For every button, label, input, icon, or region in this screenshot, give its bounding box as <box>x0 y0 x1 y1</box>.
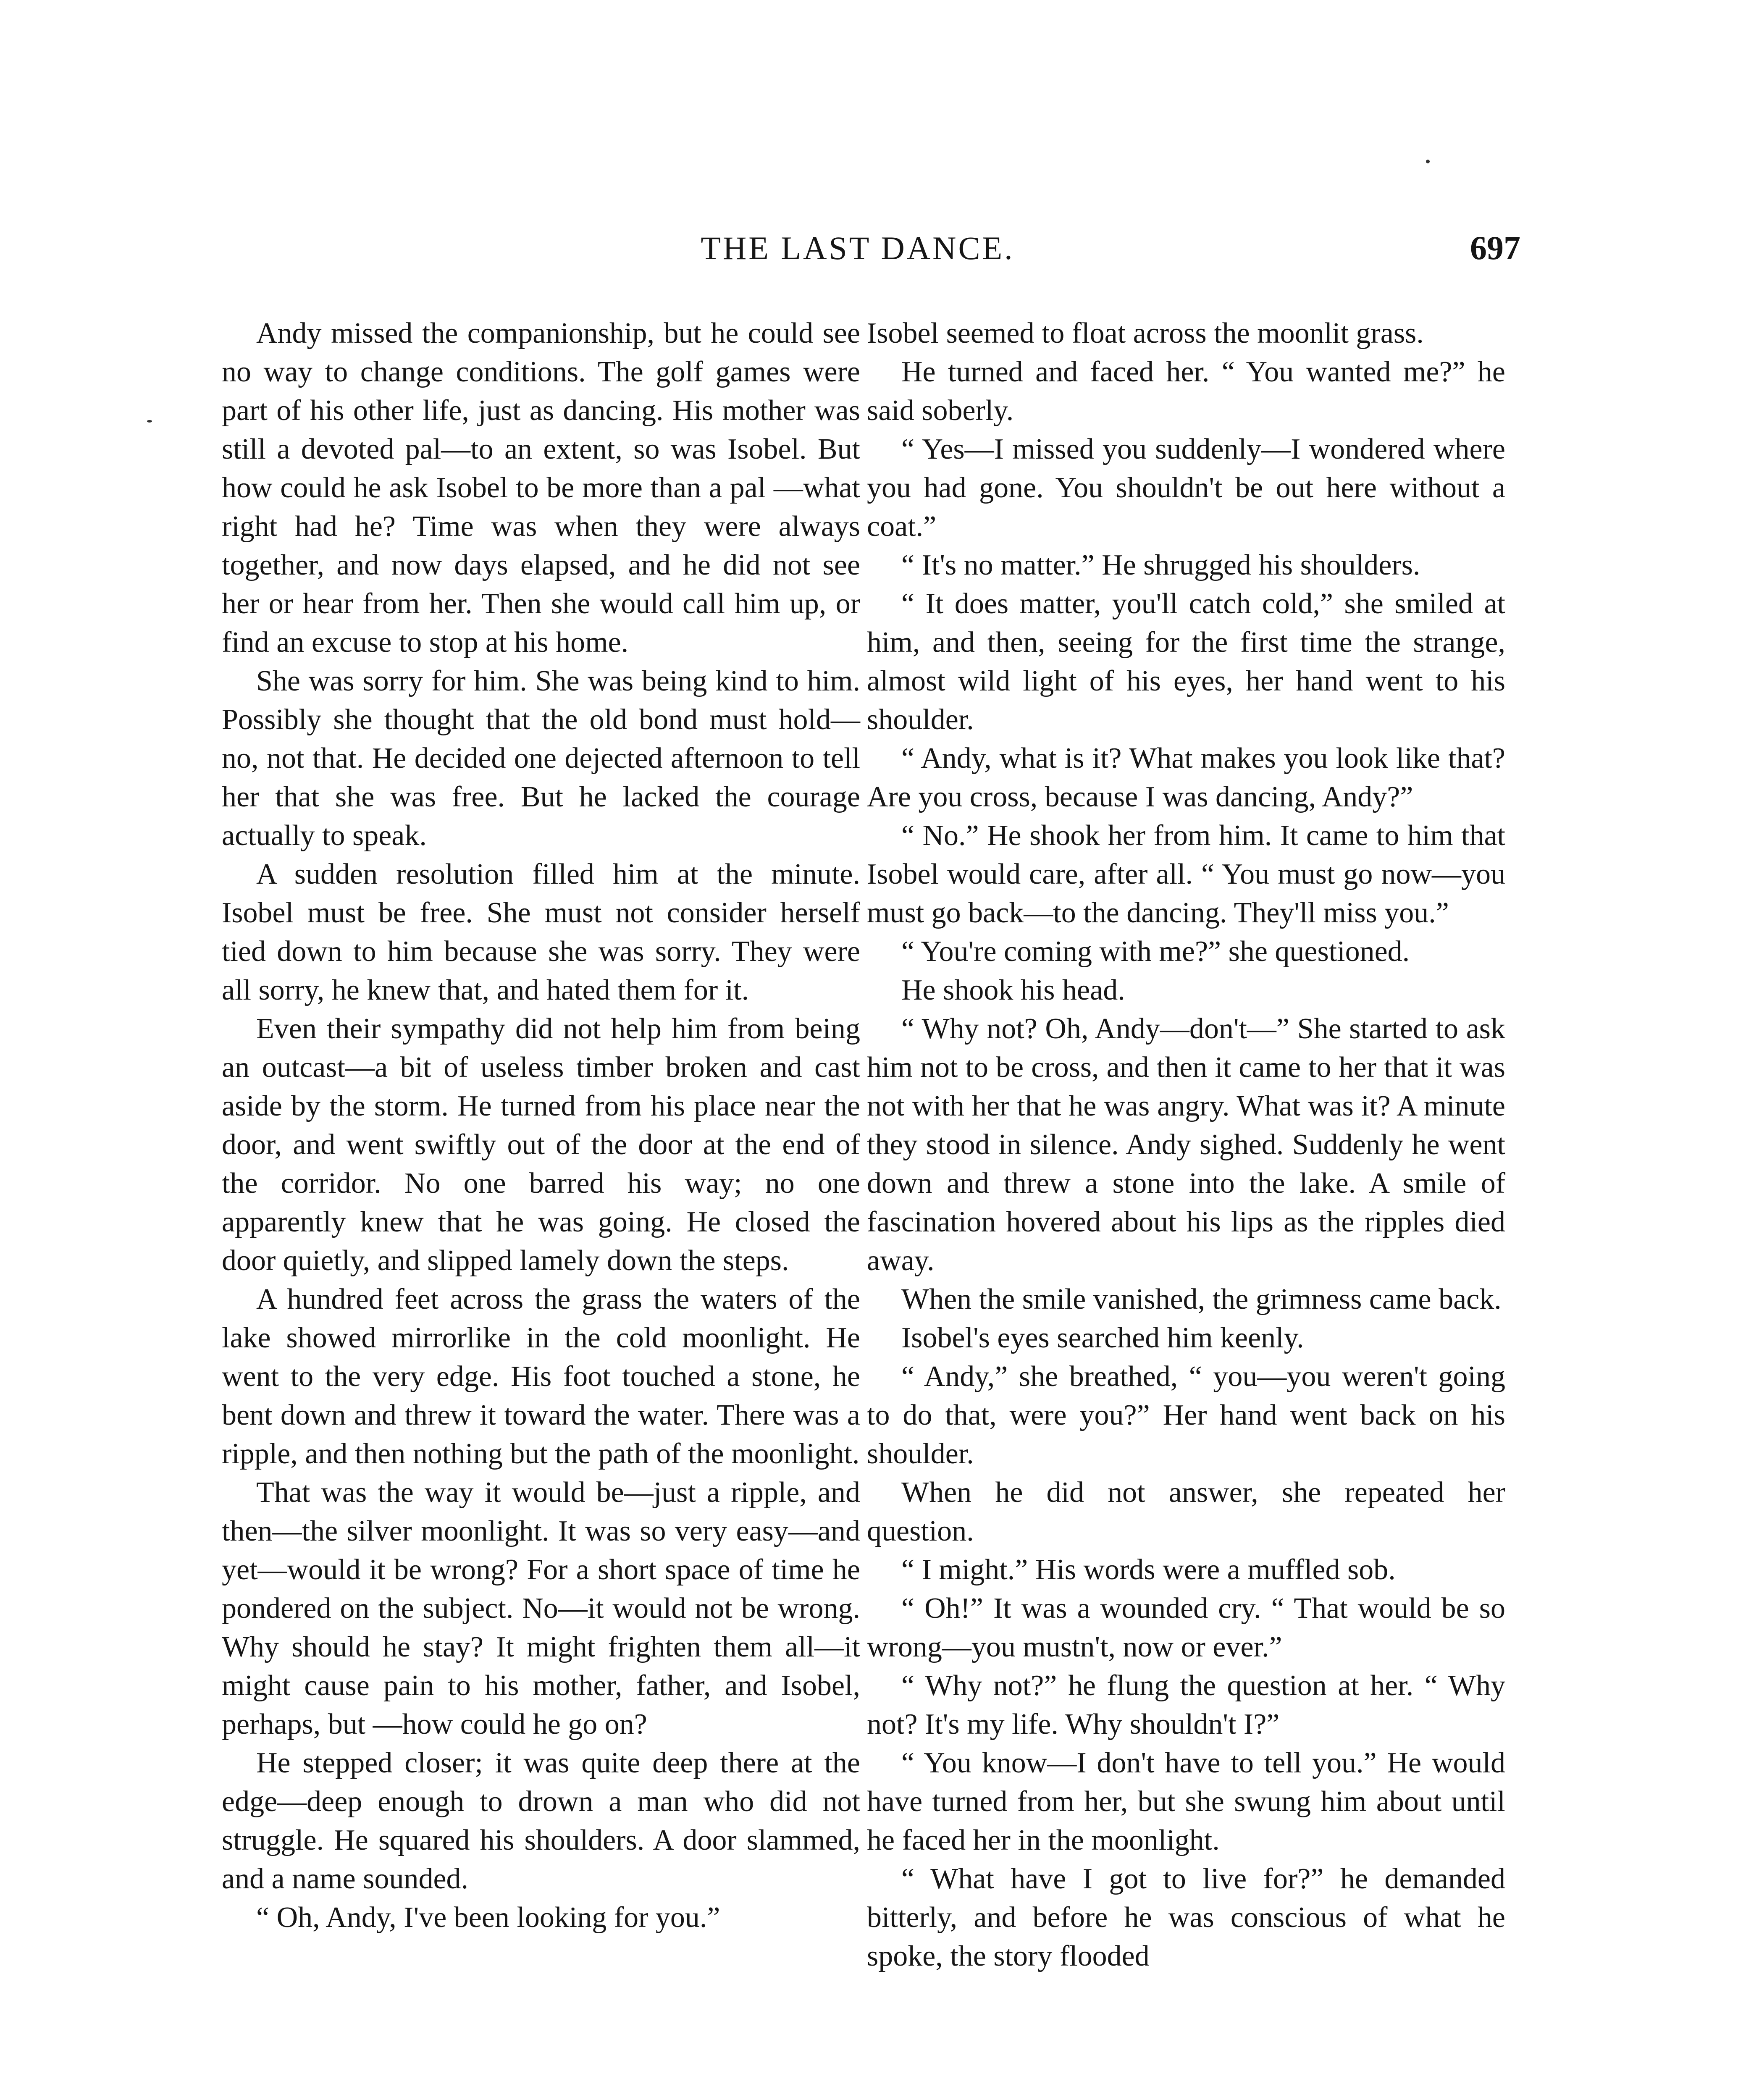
paragraph: “ It's no matter.” He shrugged his shoulders. <box>901 549 1420 581</box>
paragraph: “ Oh, Andy, I've been looking for you.” <box>256 1901 720 1934</box>
paragraph: That was the way it would be—just a ripple, and then—the silver moonlight. It was so very easy—and yet—would it be wrong? For a short space of time he pondered on the subject. No—it would not be wrong. Why should he stay? It might frighten them all—it might cause pain to his mother, father, and Isobel, perhaps, but —how could he go on? <box>222 1476 860 1740</box>
paragraph: Andy missed the companionship, but he could see no way to change conditions. The golf games were part of his other life, just as dancing. His mother was still a devoted pal—to an extent, so was Isobel. But how could he ask Isobel to be more than a pal —what right had he? Time was when they were always together, and now days elapsed, and he did not see her or hear from her. Then she would call him up, or find an excuse to stop at his home. <box>222 317 860 659</box>
right-column <box>867 314 1505 1976</box>
paragraph: A hundred feet across the grass the waters of the lake showed mirrorlike in the cold moonlight. He went to the very edge. His foot touched a stone, he bent down and threw it toward the water. There was a ripple, and then nothing but the path of the moonlight. <box>222 1283 860 1470</box>
running-title: THE LAST DANCE. <box>701 230 1015 266</box>
paragraph: A sudden resolution filled him at the minute. Isobel must be free. She must not consider herself tied down to him because she was sorry. They were all sorry, he knew that, and hated them for it. <box>222 858 860 1006</box>
paragraph: He turned and faced her. “ You wanted me?” he said soberly. <box>867 356 1505 427</box>
paragraph: Isobel seemed to float across the moonlit grass. <box>867 317 1424 349</box>
paragraph: Even their sympathy did not help him from being an outcast—a bit of useless timber broken and cast aside by the storm. He turned from his place near the door, and went swiftly out of the door at the end of the corridor. No one barred his way; no one apparently knew that he was going. He closed the door quietly, and slipped lamely down the steps. <box>222 1013 860 1277</box>
paragraph: “ Yes—I missed you suddenly—I wondered where you had gone. You shouldn't be out here without a coat.” <box>867 433 1505 543</box>
paragraph: He stepped closer; it was quite deep there at the edge—deep enough to drown a man who did not struggle. He squared his shoulders. A door slammed, and a name sounded. <box>222 1747 860 1895</box>
paragraph: When the smile vanished, the grimness came back. <box>901 1283 1502 1315</box>
paragraph: “ No.” He shook her from him. It came to him that Isobel would care, after all. “ You must go now—you must go back—to the dancing. They'll miss you.” <box>867 819 1505 929</box>
paragraph: “ It does matter, you'll catch cold,” she smiled at him, and then, seeing for the first time the strange, almost wild light of his eyes, her hand went to his shoulder. <box>867 588 1505 736</box>
paragraph: “ Andy,” she breathed, “ you—you weren't going to do that, were you?” Her hand went back on his shoulder. <box>867 1360 1505 1470</box>
page-number: 697 <box>1470 230 1520 267</box>
paragraph: “ Why not? Oh, Andy—don't—” She started to ask him not to be cross, and then it came to her that it was not with her that he was angry. What was it? A minute they stood in silence. Andy sighed. Suddenly he went down and threw a stone into the lake. A smile of fascination hovered about his lips as the ripples died away. <box>867 1013 1505 1277</box>
paragraph: “ Why not?” he flung the question at her. “ Why not? It's my life. Why shouldn't I?” <box>867 1670 1505 1740</box>
paragraph: “ You know—I don't have to tell you.” He would have turned from her, but she swung him about until he faced her in the moonlight. <box>867 1747 1505 1856</box>
paragraph: “ Andy, what is it? What makes you look like that? Are you cross, because I was dancing, Andy?” <box>867 742 1505 813</box>
paragraph: “ What have I got to live for?” he demanded bitterly, and before he was conscious of what he spoke, the story flooded <box>867 1863 1505 1972</box>
paragraph: He shook his head. <box>901 974 1125 1006</box>
paragraph: “ Oh!” It was a wounded cry. “ That would be so wrong—you mustn't, now or ever.” <box>867 1592 1505 1663</box>
left-column <box>222 314 860 1937</box>
ink-speck <box>147 420 152 423</box>
paragraph: She was sorry for him. She was being kind to him. Possibly she thought that the old bond must hold—no, not that. He decided one dejected afternoon to tell her that she was free. But he lacked the courage actually to speak. <box>222 665 860 852</box>
paragraph: When he did not answer, she repeated her question. <box>867 1476 1505 1547</box>
ink-speck <box>1426 160 1430 163</box>
paragraph: Isobel's eyes searched him keenly. <box>901 1322 1304 1354</box>
paragraph: “ You're coming with me?” she questioned. <box>901 935 1410 968</box>
paragraph: “ I might.” His words were a muffled sob. <box>901 1554 1396 1586</box>
